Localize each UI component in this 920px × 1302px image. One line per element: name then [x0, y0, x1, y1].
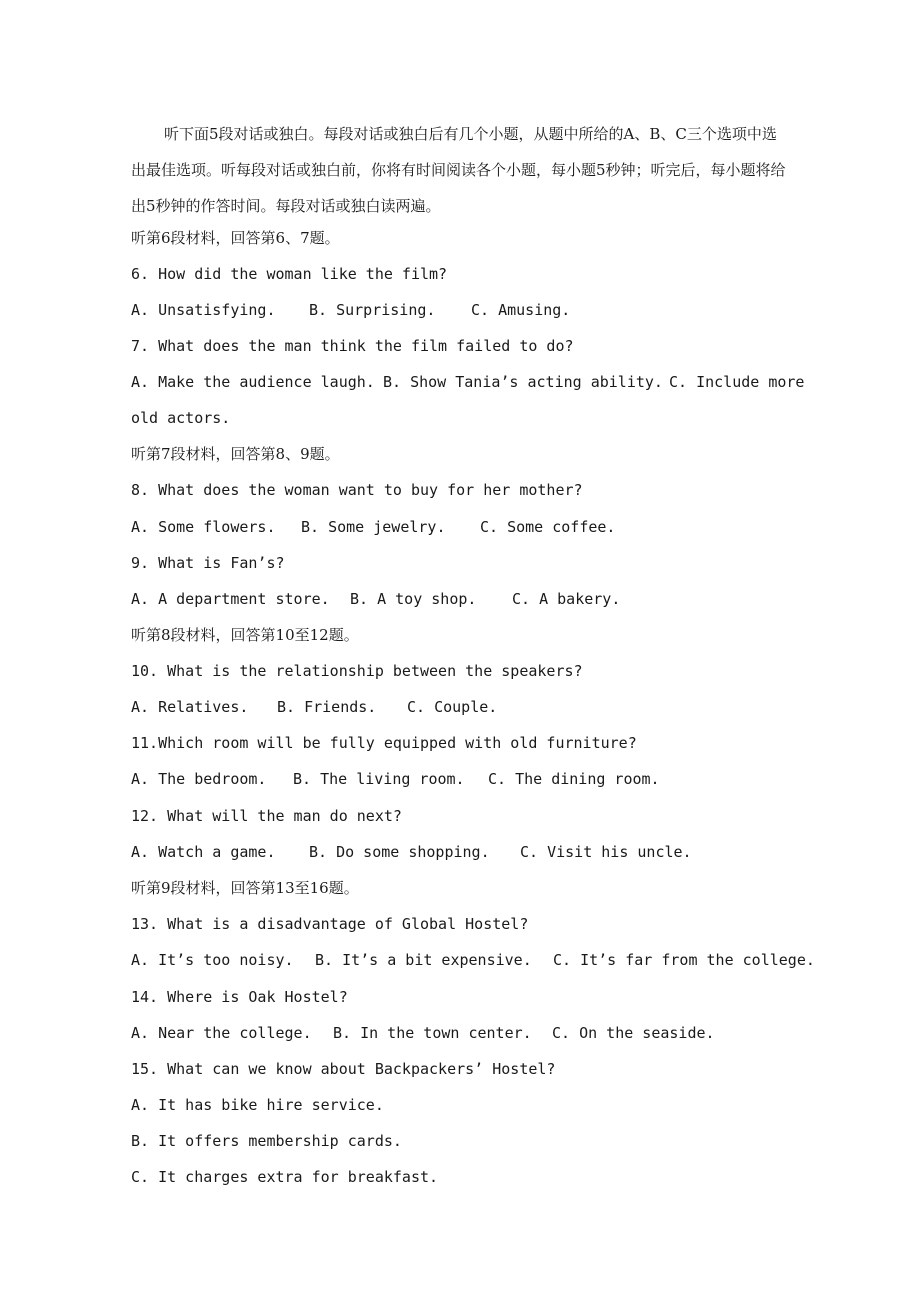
- option-b: B. The living room.: [293, 770, 465, 788]
- option-c: C. Include more: [669, 373, 805, 391]
- question-10: 10. What is the relationship between the speakers?: [131, 662, 583, 680]
- question-14: 14. Where is Oak Hostel?: [131, 988, 348, 1006]
- option-a: A. Relatives.: [131, 698, 249, 716]
- question-15-option-a: A. It has bike hire service.: [131, 1096, 384, 1114]
- section-instructions: 听下面5段对话或独白。每段对话或独白后有几个小题，从题中所给的A、B、C三个选项中选出最佳选项。听每段对话或独白前，你将有时间阅读各个小题，每小题5秒钟；听完后，每小题将给出5秒钟的作答时间。每段对话或独白读两遍。: [131, 125, 786, 215]
- option-a: A. Near the college.: [131, 1024, 312, 1042]
- option-a: A. It’s too noisy.: [131, 951, 294, 969]
- option-b: B. It’s a bit expensive.: [315, 951, 532, 969]
- option-b: B. Some jewelry.: [301, 518, 446, 536]
- question-7: 7. What does the man think the film failed to do?: [131, 337, 574, 355]
- option-c: C. The dining room.: [488, 770, 660, 788]
- option-c: C. A bakery.: [512, 590, 621, 608]
- question-9: 9. What is Fan’s?: [131, 554, 285, 572]
- question-11: 11.Which room will be fully equipped with old furniture?: [131, 734, 637, 752]
- option-b: B. Surprising.: [309, 301, 436, 319]
- option-a: A. Some flowers.: [131, 518, 276, 536]
- option-a: A. Make the audience laugh.: [131, 373, 375, 391]
- section-8-heading: 听第8段材料，回答第10至12题。: [131, 626, 359, 644]
- option-b: B. Show Tania’s acting ability.: [383, 373, 663, 391]
- section-9-heading: 听第9段材料，回答第13至16题。: [131, 879, 359, 897]
- option-c: C. Amusing.: [471, 301, 571, 319]
- option-c: C. Some coffee.: [480, 518, 616, 536]
- question-15-option-b: B. It offers membership cards.: [131, 1132, 402, 1150]
- option-c: C. Couple.: [407, 698, 498, 716]
- question-7-option-c-continued: old actors.: [131, 409, 231, 427]
- option-b: B. Friends.: [277, 698, 377, 716]
- option-b: B. A toy shop.: [350, 590, 477, 608]
- option-b: B. Do some shopping.: [309, 843, 490, 861]
- question-6: 6. How did the woman like the film?: [131, 265, 448, 283]
- question-15-option-c: C. It charges extra for breakfast.: [131, 1168, 439, 1186]
- question-15: 15. What can we know about Backpackers’ Hostel?: [131, 1060, 556, 1078]
- section-7-heading: 听第7段材料，回答第8、9题。: [131, 445, 340, 463]
- question-12: 12. What will the man do next?: [131, 807, 402, 825]
- option-c: C. It’s far from the college.: [553, 951, 815, 969]
- option-c: C. On the seaside.: [552, 1024, 715, 1042]
- option-a: A. A department store.: [131, 590, 330, 608]
- option-a: A. The bedroom.: [131, 770, 267, 788]
- option-a: A. Watch a game.: [131, 843, 276, 861]
- question-8: 8. What does the woman want to buy for her mother?: [131, 481, 583, 499]
- section-6-heading: 听第6段材料，回答第6、7题。: [131, 229, 340, 247]
- question-13: 13. What is a disadvantage of Global Hostel?: [131, 915, 529, 933]
- option-c: C. Visit his uncle.: [520, 843, 692, 861]
- option-a: A. Unsatisfying.: [131, 301, 276, 319]
- option-b: B. In the town center.: [333, 1024, 532, 1042]
